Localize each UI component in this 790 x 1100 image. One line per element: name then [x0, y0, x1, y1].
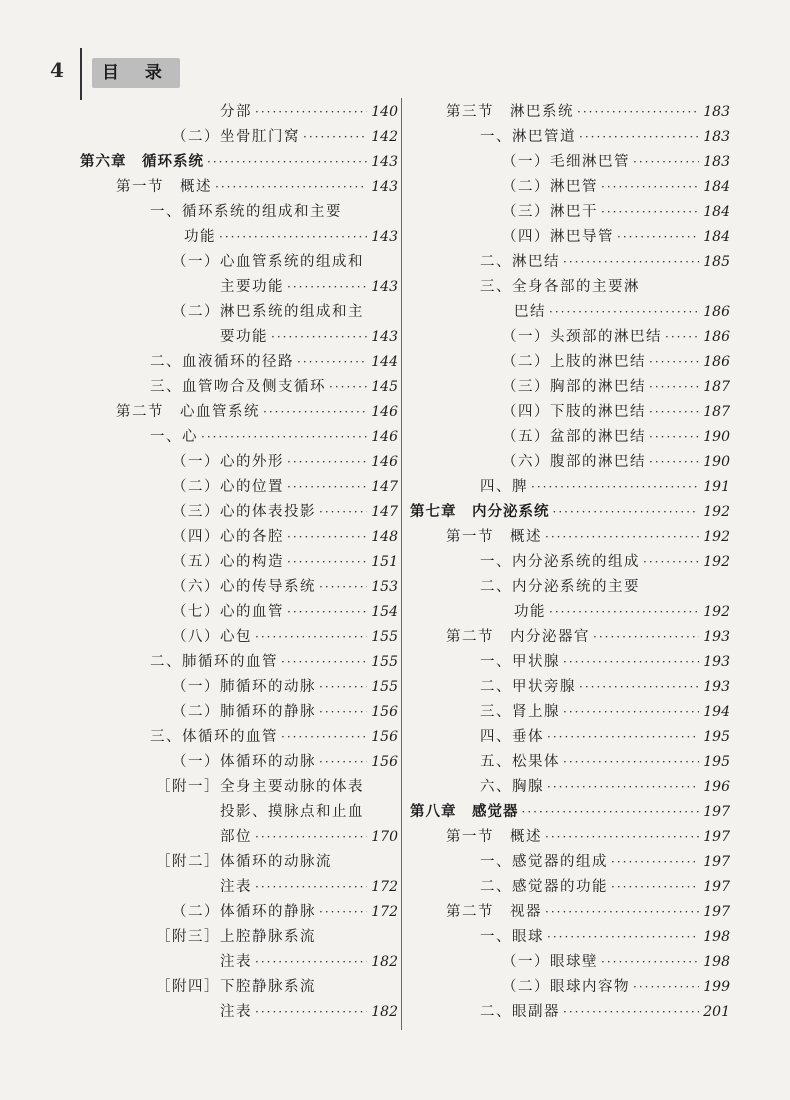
toc-entry[interactable]: [80, 600, 398, 625]
toc-entry-label: ［附三］上腔静脉系流: [156, 929, 316, 945]
toc-entry[interactable]: [410, 450, 730, 475]
dot-leader: [545, 825, 699, 850]
dot-leader: [531, 475, 699, 500]
dot-leader: [563, 650, 699, 675]
dot-leader: [563, 750, 699, 775]
dot-leader: [643, 550, 699, 575]
dot-leader: [601, 950, 699, 975]
toc-entry-label: （四）下肢的淋巴结: [502, 404, 646, 420]
toc-entry-label: 注表: [220, 954, 252, 970]
toc-entry-label: （五）盆部的淋巴结: [502, 429, 646, 445]
dot-leader: [255, 625, 367, 650]
toc-entry-label: 三、肾上腺: [480, 704, 560, 720]
dot-leader: [649, 425, 699, 450]
toc-entry-page: 143: [371, 154, 398, 170]
toc-entry[interactable]: [410, 150, 730, 175]
dot-leader: [319, 500, 367, 525]
dot-leader: [649, 375, 699, 400]
toc-entry[interactable]: [80, 425, 398, 450]
toc-entry[interactable]: [410, 700, 730, 725]
toc-entry[interactable]: [410, 750, 730, 775]
dot-leader: [287, 600, 367, 625]
toc-entry-page: 155: [371, 679, 398, 695]
toc-entry[interactable]: [410, 225, 730, 250]
toc-entry-label: ［附一］全身主要动脉的体表: [156, 779, 364, 795]
toc-section[interactable]: [410, 900, 730, 925]
toc-entry-page: 156: [371, 704, 398, 720]
toc-entry-page: 186: [703, 354, 730, 370]
toc-entry-page: 155: [371, 654, 398, 670]
toc-entry-label: 注表: [220, 1004, 252, 1020]
dot-leader: [601, 200, 699, 225]
dot-leader: [287, 550, 367, 575]
toc-section[interactable]: [410, 825, 730, 850]
dot-leader: [545, 525, 699, 550]
dot-leader: [263, 400, 367, 425]
toc-entry-label: 第二节 视器: [446, 904, 542, 920]
page-title: 目 录: [92, 58, 180, 88]
toc-section[interactable]: [80, 400, 398, 425]
toc-entry-page: 143: [371, 279, 398, 295]
toc-entry-page: 143: [371, 329, 398, 345]
dot-leader: [287, 275, 367, 300]
toc-entry-page: 182: [371, 1004, 398, 1020]
toc-entry-page: 142: [371, 129, 398, 145]
toc-entry-page: 155: [371, 629, 398, 645]
toc-entry-label: 第八章 感觉器: [410, 804, 519, 820]
toc-entry-label: 六、胸腺: [480, 779, 544, 795]
dot-leader: [319, 700, 367, 725]
toc-entry[interactable]: [410, 1000, 730, 1025]
dot-leader: [593, 625, 699, 650]
toc-entry[interactable]: [80, 725, 398, 750]
dot-leader: [649, 450, 699, 475]
toc-entry-label: 二、血液循环的径路: [150, 354, 294, 370]
toc-entry-page: 192: [703, 604, 730, 620]
toc-entry[interactable]: [80, 775, 398, 800]
toc-entry-label: 一、淋巴管道: [480, 129, 576, 145]
dot-leader: [281, 725, 367, 750]
dot-leader: [319, 575, 367, 600]
toc-entry-label: 部位: [220, 829, 252, 845]
toc-entry-label: 投影、摸脉点和止血: [220, 804, 364, 820]
toc-entry-label: 三、血管吻合及侧支循环: [150, 379, 326, 395]
dot-leader: [633, 150, 699, 175]
toc-entry-label: 一、循环系统的组成和主要: [150, 204, 342, 220]
toc-entry[interactable]: [80, 375, 398, 400]
toc-entry[interactable]: [410, 775, 730, 800]
toc-entry[interactable]: [80, 100, 398, 125]
page-header: [0, 0, 790, 100]
dot-leader: [549, 600, 699, 625]
toc-entry-label: （四）心的各腔: [172, 529, 284, 545]
toc-entry-label: 要功能: [220, 329, 268, 345]
toc-entry-page: 190: [703, 454, 730, 470]
toc-entry-label: （六）心的传导系统: [172, 579, 316, 595]
toc-entry-page: 187: [703, 379, 730, 395]
toc-entry[interactable]: [80, 550, 398, 575]
toc-entry-label: 一、眼球: [480, 929, 544, 945]
dot-leader: [255, 100, 367, 125]
toc-entry[interactable]: [80, 275, 398, 300]
toc-entry-label: 分部: [220, 104, 252, 120]
toc-entry-label: 二、内分泌系统的主要: [480, 579, 640, 595]
toc-entry-label: 主要功能: [220, 279, 284, 295]
toc-entry[interactable]: [80, 825, 398, 850]
toc-entry-label: （一）毛细淋巴管: [502, 154, 630, 170]
toc-entry[interactable]: [410, 325, 730, 350]
toc-entry-label: （二）上肢的淋巴结: [502, 354, 646, 370]
toc-entry[interactable]: [80, 625, 398, 650]
dot-leader: [579, 675, 699, 700]
toc-section[interactable]: [410, 100, 730, 125]
toc-entry-page: 183: [703, 129, 730, 145]
toc-entry-page: 184: [703, 229, 730, 245]
toc-entry[interactable]: [80, 975, 398, 1000]
toc-entry[interactable]: [80, 300, 398, 325]
dot-leader: [201, 425, 367, 450]
toc-entry-label: 第二节 心血管系统: [116, 404, 260, 420]
toc-entry-label: 三、体循环的血管: [150, 729, 278, 745]
toc-entry-page: 147: [371, 504, 398, 520]
toc-entry[interactable]: [80, 125, 398, 150]
dot-leader: [617, 225, 699, 250]
toc-entry[interactable]: [80, 525, 398, 550]
dot-leader: [255, 950, 367, 975]
toc-entry[interactable]: [410, 125, 730, 150]
toc-entry[interactable]: [410, 175, 730, 200]
toc-entry-page: 146: [371, 454, 398, 470]
toc-entry[interactable]: [80, 200, 398, 225]
toc-entry-page: 170: [371, 829, 398, 845]
toc-entry[interactable]: [80, 700, 398, 725]
toc-entry-page: 197: [703, 804, 730, 820]
dot-leader: [287, 525, 367, 550]
toc-entry[interactable]: [80, 950, 398, 975]
toc-entry-page: 147: [371, 479, 398, 495]
toc-entry[interactable]: [410, 975, 730, 1000]
toc-entry-label: （二）体循环的静脉: [172, 904, 316, 920]
toc-entry-label: 第一节 概述: [446, 529, 542, 545]
toc-entry-page: 193: [703, 654, 730, 670]
toc-entry-label: （八）心包: [172, 629, 252, 645]
column-divider: [401, 98, 402, 1030]
toc-entry-label: （二）淋巴管: [502, 179, 598, 195]
toc-entry-label: ［附二］体循环的动脉流: [156, 854, 332, 870]
toc-entry[interactable]: [80, 475, 398, 500]
dot-leader: [303, 125, 367, 150]
toc-entry-label: 四、脾: [480, 479, 528, 495]
dot-leader: [329, 375, 367, 400]
toc-entry[interactable]: [410, 550, 730, 575]
header-rule: [80, 48, 82, 100]
dot-leader: [545, 900, 699, 925]
toc-entry[interactable]: [410, 275, 730, 300]
toc-entry[interactable]: [80, 325, 398, 350]
toc-entry[interactable]: [80, 875, 398, 900]
toc-entry-page: 146: [371, 429, 398, 445]
toc-entry[interactable]: [410, 250, 730, 275]
toc-entry-label: 第一节 概述: [446, 829, 542, 845]
toc-entry-page: 197: [703, 829, 730, 845]
toc-entry[interactable]: [80, 925, 398, 950]
toc-entry-page: 148: [371, 529, 398, 545]
toc-entry-label: 一、内分泌系统的组成: [480, 554, 640, 570]
toc-entry-page: 192: [703, 504, 730, 520]
toc-entry-label: 第七章 内分泌系统: [410, 504, 550, 520]
toc-entry[interactable]: [410, 375, 730, 400]
toc-entry-label: 二、肺循环的血管: [150, 654, 278, 670]
toc-entry-label: ［附四］下腔静脉系流: [156, 979, 316, 995]
toc-entry[interactable]: [80, 750, 398, 775]
toc-entry-page: 199: [703, 979, 730, 995]
toc-entry-label: 功能: [184, 229, 216, 245]
toc-entry-page: 201: [703, 1004, 730, 1020]
toc-entry-page: 186: [703, 304, 730, 320]
toc-entry-label: （二）眼球内容物: [502, 979, 630, 995]
toc-entry-page: 193: [703, 629, 730, 645]
toc-entry[interactable]: [410, 200, 730, 225]
toc-entry[interactable]: [410, 350, 730, 375]
dot-leader: [207, 150, 367, 175]
toc-left-column: [80, 100, 398, 1025]
toc-entry-page: 153: [371, 579, 398, 595]
toc-entry-label: （三）淋巴干: [502, 204, 598, 220]
dot-leader: [549, 300, 699, 325]
toc-entry-label: 功能: [514, 604, 546, 620]
toc-entry-label: 二、感觉器的功能: [480, 879, 608, 895]
toc-entry-page: 184: [703, 204, 730, 220]
toc-entry-page: 197: [703, 879, 730, 895]
dot-leader: [633, 975, 699, 1000]
toc-entry[interactable]: [410, 675, 730, 700]
toc-entry-page: 145: [371, 379, 398, 395]
toc-entry-label: （五）心的构造: [172, 554, 284, 570]
dot-leader: [547, 925, 699, 950]
dot-leader: [319, 675, 367, 700]
toc-entry-label: （一）头颈部的淋巴结: [502, 329, 662, 345]
toc-entry-label: 三、全身各部的主要淋: [480, 279, 640, 295]
toc-entry-page: 198: [703, 954, 730, 970]
toc-entry[interactable]: [80, 850, 398, 875]
toc-entry-page: 154: [371, 604, 398, 620]
toc-entry-label: 一、甲状腺: [480, 654, 560, 670]
toc-chapter[interactable]: [410, 800, 730, 825]
toc-entry[interactable]: [410, 725, 730, 750]
toc-entry-page: 191: [703, 479, 730, 495]
dot-leader: [287, 475, 367, 500]
toc-entry-label: （四）淋巴导管: [502, 229, 614, 245]
toc-entry-page: 195: [703, 754, 730, 770]
toc-entry-page: 172: [371, 904, 398, 920]
toc-entry-page: 185: [703, 254, 730, 270]
toc-entry-label: 第一节 概述: [116, 179, 212, 195]
dot-leader: [601, 175, 699, 200]
toc-entry[interactable]: [410, 300, 730, 325]
dot-leader: [547, 775, 699, 800]
toc-entry-label: 一、心: [150, 429, 198, 445]
toc-entry-page: 156: [371, 729, 398, 745]
toc-entry-label: （二）淋巴系统的组成和主: [172, 304, 364, 320]
dot-leader: [563, 250, 699, 275]
toc-entry[interactable]: [80, 350, 398, 375]
toc-entry[interactable]: [80, 250, 398, 275]
toc-entry[interactable]: [80, 225, 398, 250]
toc-entry-label: 二、眼副器: [480, 1004, 560, 1020]
dot-leader: [611, 850, 699, 875]
toc-entry-page: 143: [371, 179, 398, 195]
toc-entry[interactable]: [80, 1000, 398, 1025]
toc-entry-page: 156: [371, 754, 398, 770]
toc-entry-label: （二）肺循环的静脉: [172, 704, 316, 720]
toc-entry-label: 第二节 内分泌器官: [446, 629, 590, 645]
toc-entry[interactable]: [80, 500, 398, 525]
toc-entry[interactable]: [410, 600, 730, 625]
toc-entry-label: 注表: [220, 879, 252, 895]
toc-entry[interactable]: [410, 650, 730, 675]
toc-entry-label: （三）胸部的淋巴结: [502, 379, 646, 395]
dot-leader: [281, 650, 367, 675]
dot-leader: [579, 125, 699, 150]
dot-leader: [297, 350, 367, 375]
dot-leader: [547, 725, 699, 750]
toc-entry-page: 182: [371, 954, 398, 970]
toc-entry-label: 二、淋巴结: [480, 254, 560, 270]
toc-entry-label: （一）心的外形: [172, 454, 284, 470]
toc-entry-page: 192: [703, 529, 730, 545]
toc-entry-page: 140: [371, 104, 398, 120]
toc-entry-label: （一）眼球壁: [502, 954, 598, 970]
toc-entry-label: 第六章 循环系统: [80, 154, 204, 170]
toc-entry-page: 193: [703, 679, 730, 695]
dot-leader: [319, 900, 367, 925]
toc-entry-label: 一、感觉器的组成: [480, 854, 608, 870]
toc-entry[interactable]: [410, 875, 730, 900]
toc-entry[interactable]: [410, 850, 730, 875]
dot-leader: [255, 1000, 367, 1025]
dot-leader: [577, 100, 699, 125]
toc-entry[interactable]: [410, 425, 730, 450]
toc-entry[interactable]: [410, 400, 730, 425]
toc-entry[interactable]: [80, 800, 398, 825]
toc-entry-page: 196: [703, 779, 730, 795]
dot-leader: [553, 500, 700, 525]
toc-entry-label: （一）心血管系统的组成和: [172, 254, 364, 270]
dot-leader: [319, 750, 367, 775]
toc-entry[interactable]: [410, 475, 730, 500]
toc-entry-label: （二）心的位置: [172, 479, 284, 495]
page-number: 4: [50, 58, 64, 82]
dot-leader: [563, 700, 699, 725]
dot-leader: [563, 1000, 699, 1025]
toc-entry-label: （二）坐骨肛门窝: [172, 129, 300, 145]
dot-leader: [287, 450, 367, 475]
toc-entry-page: 192: [703, 554, 730, 570]
dot-leader: [271, 325, 367, 350]
toc-entry-label: （三）心的体表投影: [172, 504, 316, 520]
toc-section[interactable]: [410, 525, 730, 550]
dot-leader: [215, 175, 367, 200]
toc-section[interactable]: [80, 175, 398, 200]
toc-entry-label: 五、松果体: [480, 754, 560, 770]
dot-leader: [255, 875, 367, 900]
toc-entry-label: 第三节 淋巴系统: [446, 104, 574, 120]
toc-entry-page: 190: [703, 429, 730, 445]
toc-entry[interactable]: [80, 900, 398, 925]
toc-chapter[interactable]: [80, 150, 398, 175]
toc-right-column: [410, 100, 730, 1025]
toc-entry-page: 186: [703, 329, 730, 345]
toc-entry[interactable]: [410, 575, 730, 600]
dot-leader: [649, 400, 699, 425]
toc-entry-page: 184: [703, 179, 730, 195]
toc-entry[interactable]: [80, 650, 398, 675]
toc-entry-page: 195: [703, 729, 730, 745]
toc-entry-label: 四、垂体: [480, 729, 544, 745]
toc-entry[interactable]: [80, 675, 398, 700]
dot-leader: [522, 800, 700, 825]
toc-entry[interactable]: [80, 450, 398, 475]
toc-entry[interactable]: [410, 950, 730, 975]
toc-entry-label: （一）体循环的动脉: [172, 754, 316, 770]
toc-entry-page: 197: [703, 904, 730, 920]
toc-entry-page: 198: [703, 929, 730, 945]
dot-leader: [219, 225, 367, 250]
toc-entry-label: 二、甲状旁腺: [480, 679, 576, 695]
dot-leader: [665, 325, 699, 350]
toc-entry-label: 巴结: [514, 304, 546, 320]
toc-entry-page: 197: [703, 854, 730, 870]
toc-entry-page: 194: [703, 704, 730, 720]
toc-entry[interactable]: [80, 575, 398, 600]
toc-chapter[interactable]: [410, 500, 730, 525]
toc-entry-page: 172: [371, 879, 398, 895]
dot-leader: [255, 825, 367, 850]
toc-section[interactable]: [410, 625, 730, 650]
toc-entry-page: 146: [371, 404, 398, 420]
toc-entry-page: 144: [371, 354, 398, 370]
toc-entry-page: 183: [703, 104, 730, 120]
toc-entry-label: （一）肺循环的动脉: [172, 679, 316, 695]
toc-entry-page: 143: [371, 229, 398, 245]
toc-entry[interactable]: [410, 925, 730, 950]
toc-entry-page: 187: [703, 404, 730, 420]
dot-leader: [611, 875, 699, 900]
toc-entry-page: 183: [703, 154, 730, 170]
dot-leader: [649, 350, 699, 375]
toc-entry-page: 151: [371, 554, 398, 570]
toc-entry-label: （六）腹部的淋巴结: [502, 454, 646, 470]
toc-entry-label: （七）心的血管: [172, 604, 284, 620]
